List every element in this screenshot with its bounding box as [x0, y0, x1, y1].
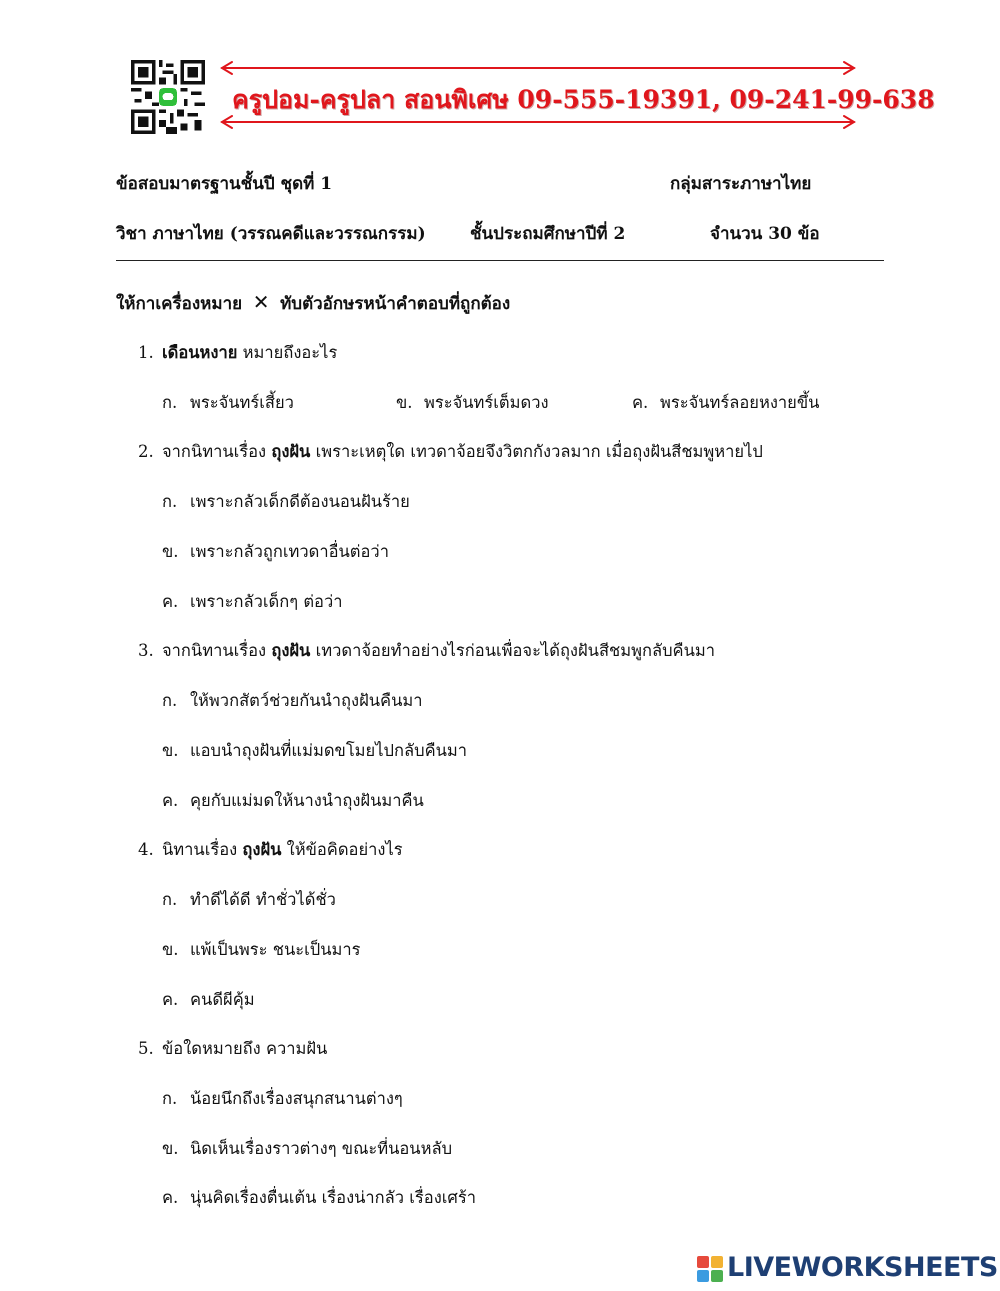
- subject-title: วิชา ภาษาไทย (วรรณคดีและวรรณกรรม): [116, 224, 426, 244]
- question-keyword: เดือนหงาย: [162, 343, 238, 362]
- instruction-after: ทับตัวอักษรหน้าคำตอบที่ถูกต้อง: [280, 294, 511, 314]
- option-5a[interactable]: ก. น้อยนึกถึงเรื่องสนุกสนานต่างๆ: [162, 1089, 403, 1108]
- option-3c[interactable]: ค. คุยกับแม่มดให้นางนำถุงฝันมาคืน: [162, 791, 424, 810]
- question-number: 5.: [138, 1039, 154, 1058]
- option-5c[interactable]: ค. นุ่นคิดเรื่องตื่นเต้น เรื่องน่ากลัว เรื่องเศร้า: [162, 1188, 476, 1207]
- question-2: 2. จากนิทานเรื่อง ถุงฝัน เพราะเหตุใด เทวดาจ้อยจึงวิตกกังวลมาก เมื่อถุงฝันสีชมพูหายไป: [138, 442, 763, 461]
- option-1a[interactable]: ก. พระจันทร์เสี้ยว: [162, 393, 294, 412]
- question-number: 4.: [138, 840, 154, 859]
- option-2b[interactable]: ข. เพราะกลัวถูกเทวดาอื่นต่อว่า: [162, 542, 389, 561]
- option-4b[interactable]: ข. แพ้เป็นพระ ชนะเป็นมาร: [162, 940, 361, 959]
- liveworksheets-blocks-icon: [697, 1256, 723, 1282]
- exam-title: ข้อสอบมาตรฐานชั้นปี ชุดที่ 1: [116, 174, 333, 194]
- option-4a[interactable]: ก. ทำดีได้ดี ทำชั่วได้ชั่ว: [162, 890, 336, 909]
- question-count: จำนวน 30 ข้อ: [710, 224, 820, 244]
- question-number: 1.: [138, 343, 154, 362]
- instruction: [116, 290, 510, 317]
- question-keyword: ถุงฝัน: [242, 840, 282, 859]
- question-5: 5. ข้อใดหมายถึง ความฝัน: [138, 1039, 328, 1058]
- subject-group: กลุ่มสาระภาษาไทย: [670, 174, 812, 194]
- qr-code-icon: [126, 60, 210, 134]
- tutor-banner: ครูปอม-ครูปลา สอนพิเศษ 09-555-19391, 09-241-99-638: [232, 85, 935, 114]
- option-2a[interactable]: ก. เพราะกลัวเด็กดีต้องนอนฝันร้าย: [162, 492, 410, 511]
- instruction-before: ให้กาเครื่องหมาย: [116, 294, 243, 314]
- question-4: 4. นิทานเรื่อง ถุงฝัน ให้ข้อคิดอย่างไร: [138, 840, 403, 859]
- question-keyword: ถุงฝัน: [271, 442, 311, 461]
- question-number: 2.: [138, 442, 154, 461]
- option-1c[interactable]: ค. พระจันทร์ลอยหงายขึ้น: [632, 393, 820, 412]
- question-3: 3. จากนิทานเรื่อง ถุงฝัน เทวดาจ้อยทำอย่างไรก่อนเพื่อจะได้ถุงฝันสีชมพูกลับคืนมา: [138, 641, 715, 660]
- liveworksheets-brand: LIVEWORKSHEETS: [727, 1252, 998, 1283]
- cross-mark-icon: ✕: [252, 290, 270, 314]
- question-keyword: ถุงฝัน: [271, 641, 311, 660]
- option-4c[interactable]: ค. คนดีผีคุ้ม: [162, 990, 255, 1009]
- option-5b[interactable]: ข. นิดเห็นเรื่องราวต่างๆ ขณะที่นอนหลับ: [162, 1139, 453, 1158]
- question-number: 3.: [138, 641, 154, 660]
- option-3a[interactable]: ก. ให้พวกสัตว์ช่วยกันนำถุงฝันคืนมา: [162, 691, 423, 710]
- option-1b[interactable]: ข. พระจันทร์เต็มดวง: [396, 393, 549, 412]
- grade-level: ชั้นประถมศึกษาปีที่ 2: [470, 224, 626, 244]
- option-3b[interactable]: ข. แอบนำถุงฝันที่แม่มดขโมยไปกลับคืนมา: [162, 741, 468, 760]
- option-2c[interactable]: ค. เพราะกลัวเด็กๆ ต่อว่า: [162, 592, 343, 611]
- question-1: 1. เดือนหงาย หมายถึงอะไร: [138, 343, 338, 362]
- header-divider: [116, 260, 884, 261]
